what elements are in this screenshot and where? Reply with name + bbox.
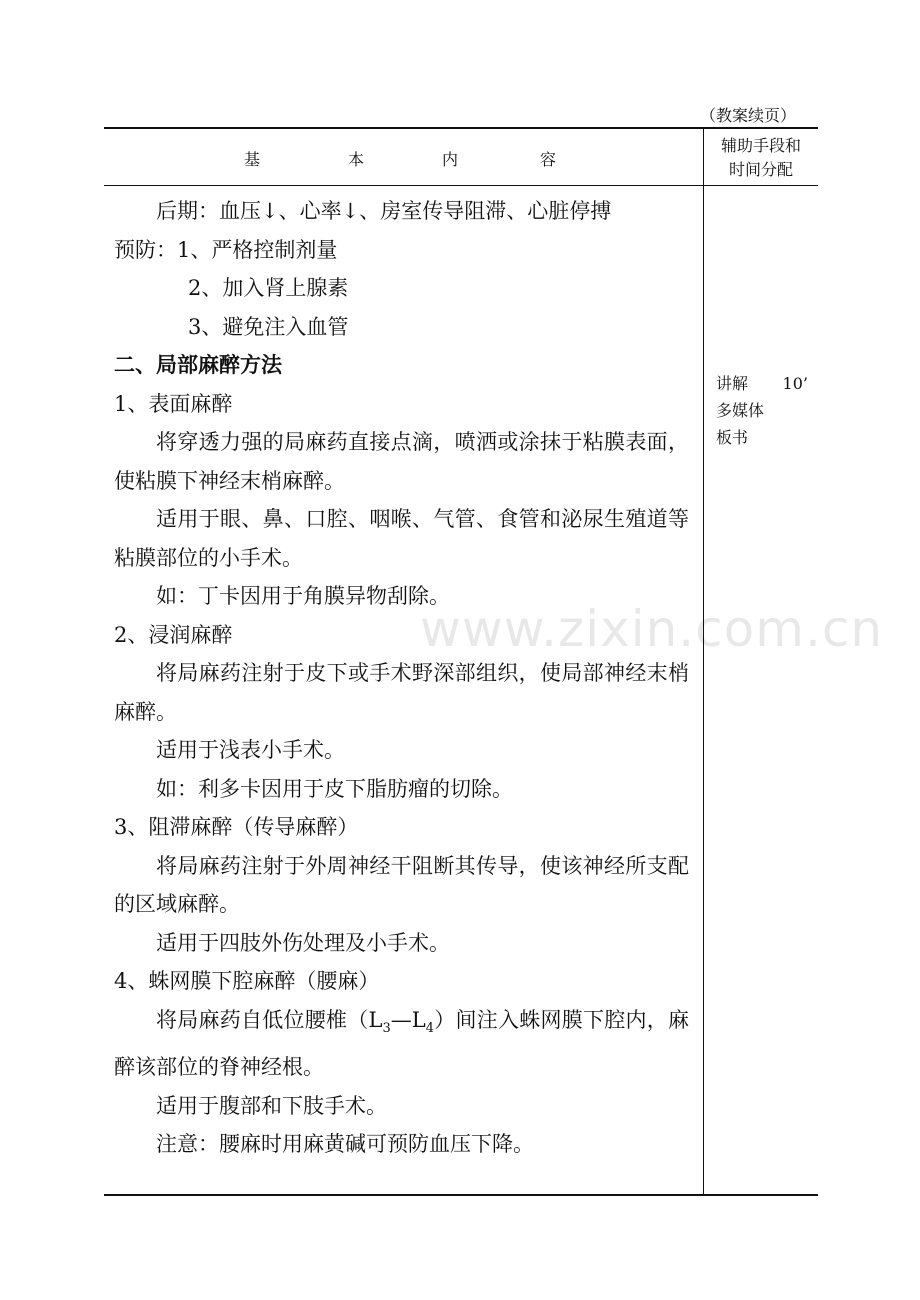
paragraph: 注意：腰麻时用麻黄碱可预防血压下降。 bbox=[156, 1132, 534, 1157]
paragraph-part: 将局麻药自低位腰椎（L bbox=[156, 1007, 383, 1032]
header-side-line2: 时间分配 bbox=[728, 160, 793, 179]
paragraph bbox=[114, 1001, 689, 1087]
side-board: 板书 bbox=[716, 428, 749, 447]
header-char: 本 bbox=[348, 150, 365, 169]
paragraph: 将穿透力强的局麻药直接点滴，喷洒或涂抹于粘膜表面，使粘膜下神经末梢麻醉。 bbox=[114, 430, 689, 493]
late-stage-text: 后期：血压↓、心率↓、房室传导阻滞、心脏停搏 bbox=[156, 199, 612, 223]
table-bottom-border bbox=[104, 1194, 818, 1196]
side-notes bbox=[716, 370, 808, 451]
paragraph: 如：丁卡因用于角膜异物刮除。 bbox=[156, 584, 450, 608]
paragraph: 将局麻药注射于皮下或手术野深部组织，使局部神经末梢麻醉。 bbox=[114, 661, 689, 724]
header-char: 容 bbox=[540, 150, 557, 169]
prevention-item-2: 2、加入肾上腺素 bbox=[188, 276, 349, 300]
main-content bbox=[114, 192, 689, 1164]
paragraph-part: —L bbox=[390, 1007, 426, 1032]
header-char: 内 bbox=[442, 150, 459, 169]
subsection-title-1: 1、表面麻醉 bbox=[114, 391, 233, 416]
paragraph: 适用于浅表小手术。 bbox=[156, 738, 345, 762]
side-media: 多媒体 bbox=[716, 401, 765, 420]
subscript: 4 bbox=[425, 1020, 434, 1036]
table-header-divider bbox=[104, 185, 818, 186]
header-side-line1: 辅助手段和 bbox=[720, 136, 801, 155]
subsection-title-4: 4、蛛网膜下腔麻醉（腰麻） bbox=[114, 969, 380, 993]
prevention-item-1: 预防：1、严格控制剂量 bbox=[114, 237, 338, 262]
table-column-divider bbox=[703, 128, 704, 1195]
side-method: 讲解 bbox=[716, 374, 749, 393]
paragraph: 适用于眼、鼻、口腔、咽喉、气管、食管和泌尿生殖道等粘膜部位的小手术。 bbox=[114, 507, 689, 570]
paragraph: 适用于腹部和下肢手术。 bbox=[156, 1093, 387, 1118]
header-char: 基 bbox=[244, 150, 261, 169]
paragraph: 如：利多卡因用于皮下脂肪瘤的切除。 bbox=[156, 776, 513, 801]
table-top-border bbox=[104, 127, 818, 129]
continuation-label: （教案续页） bbox=[700, 106, 797, 125]
subscript: 3 bbox=[382, 1020, 391, 1036]
side-time: 10’ bbox=[782, 374, 808, 393]
paragraph: 将局麻药注射于外周神经干阻断其传导，使该神经所支配的区域麻醉。 bbox=[114, 853, 689, 916]
subsection-title-3: 3、阻滞麻醉（传导麻醉） bbox=[114, 815, 359, 839]
side-row-method bbox=[716, 370, 808, 397]
prevention-item-3: 3、避免注入血管 bbox=[188, 314, 349, 339]
header-side-column bbox=[704, 134, 818, 182]
section-title: 二、局部麻醉方法 bbox=[114, 352, 282, 377]
paragraph: 适用于四肢外伤处理及小手术。 bbox=[156, 930, 450, 955]
paragraph-part: ）间注入蛛网膜下腔内，麻醉该部位的脊神经根。 bbox=[114, 1007, 690, 1080]
watermark: www.zixin.com.cn bbox=[420, 600, 884, 658]
subsection-title-2: 2、浸润麻醉 bbox=[114, 622, 233, 647]
